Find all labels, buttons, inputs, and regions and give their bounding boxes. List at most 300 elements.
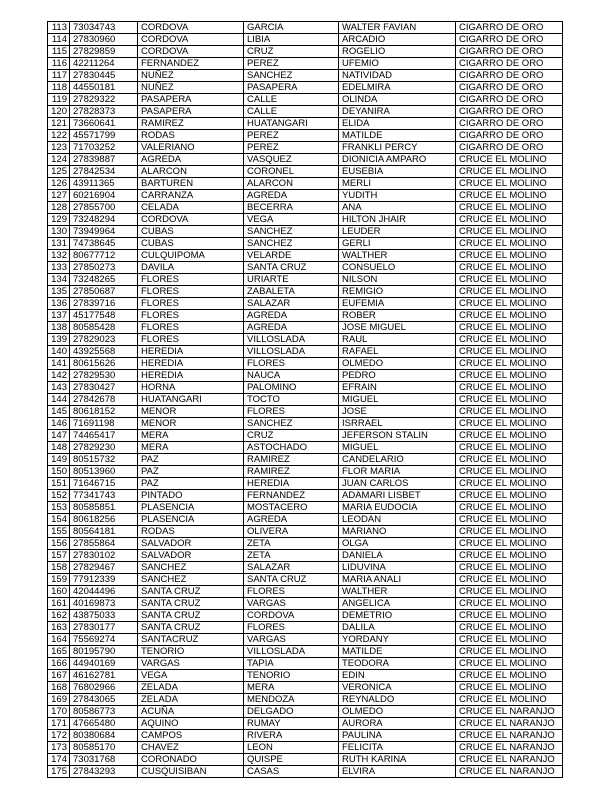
first-surname-cell: VALERIANO [138,142,244,154]
first-surname-cell: SALVADOR [138,538,244,550]
document-id-cell: 77341743 [70,490,138,502]
first-surname-cell: CORDOVA [138,34,244,46]
given-names-cell: PAULINA [339,730,456,742]
document-id-cell: 43911365 [70,178,138,190]
row-number-cell: 175 [48,766,70,778]
row-number-cell: 127 [48,190,70,202]
document-id-cell: 80195790 [70,646,138,658]
second-surname-cell: CRUZ [244,46,339,58]
second-surname-cell: FLORES [244,586,339,598]
second-surname-cell: SANTA CRUZ [244,262,339,274]
row-number-cell: 125 [48,166,70,178]
locality-cell: CIGARRO DE ORO [456,82,563,94]
second-surname-cell: LIBIA [244,34,339,46]
locality-cell: CRUCE EL MOLINO [456,526,563,538]
first-surname-cell: VEGA [138,670,244,682]
given-names-cell: DEYANIRA [339,106,456,118]
table-row [48,262,563,274]
row-number-cell: 126 [48,178,70,190]
given-names-cell: CONSUELO [339,262,456,274]
row-number-cell: 169 [48,694,70,706]
first-surname-cell: CULQUIPOMA [138,250,244,262]
document-id-cell: 27839716 [70,298,138,310]
second-surname-cell: PEREZ [244,130,339,142]
second-surname-cell: RUMAY [244,718,339,730]
locality-cell: CRUCE EL MOLINO [456,406,563,418]
given-names-cell: ELIDA [339,118,456,130]
second-surname-cell: OLIVERA [244,526,339,538]
second-surname-cell: CORONEL [244,166,339,178]
given-names-cell: CANDELARIO [339,454,456,466]
second-surname-cell: MERA [244,682,339,694]
locality-cell: CRUCE EL MOLINO [456,430,563,442]
locality-cell: CRUCE EL MOLINO [456,478,563,490]
row-number-cell: 146 [48,418,70,430]
first-surname-cell: BARTUREN [138,178,244,190]
given-names-cell: TEODORA [339,658,456,670]
first-surname-cell: NUÑEZ [138,82,244,94]
locality-cell: CRUCE EL MOLINO [456,214,563,226]
first-surname-cell: HEREDIA [138,358,244,370]
row-number-cell: 172 [48,730,70,742]
locality-cell: CRUCE EL MOLINO [456,286,563,298]
table-row [48,766,563,778]
second-surname-cell: SANCHEZ [244,70,339,82]
first-surname-cell: SALVADOR [138,550,244,562]
locality-cell: CRUCE EL MOLINO [456,394,563,406]
row-number-cell: 162 [48,610,70,622]
given-names-cell: ADAMARI LISBET [339,490,456,502]
locality-cell: CIGARRO DE ORO [456,70,563,82]
document-id-cell: 27829322 [70,94,138,106]
given-names-cell: YUDITH [339,190,456,202]
second-surname-cell: TOCTO [244,394,339,406]
document-id-cell: 80618152 [70,406,138,418]
row-number-cell: 167 [48,670,70,682]
second-surname-cell: SANTA CRUZ [244,574,339,586]
given-names-cell: OLMEDO [339,706,456,718]
row-number-cell: 173 [48,742,70,754]
table-row [48,598,563,610]
table-row [48,346,563,358]
second-surname-cell: AGREDA [244,322,339,334]
document-id-cell: 27829230 [70,442,138,454]
second-surname-cell: PEREZ [244,58,339,70]
second-surname-cell: SANCHEZ [244,418,339,430]
given-names-cell: ANA [339,202,456,214]
second-surname-cell: PASAPERA [244,82,339,94]
first-surname-cell: CORONADO [138,754,244,766]
first-surname-cell: CARRANZA [138,190,244,202]
table-row [48,718,563,730]
row-number-cell: 117 [48,70,70,82]
given-names-cell: HILTON JHAIR [339,214,456,226]
second-surname-cell: VASQUEZ [244,154,339,166]
given-names-cell: REMIGIO [339,286,456,298]
locality-cell: CRUCE EL MOLINO [456,418,563,430]
locality-cell: CRUCE EL MOLINO [456,550,563,562]
table-row [48,310,563,322]
first-surname-cell: MENOR [138,406,244,418]
document-id-cell: 80380684 [70,730,138,742]
locality-cell: CRUCE EL MOLINO [456,442,563,454]
second-surname-cell: CALLE [244,106,339,118]
second-surname-cell: RAMIREZ [244,454,339,466]
first-surname-cell: SANCHEZ [138,574,244,586]
table-row [48,322,563,334]
given-names-cell: FLOR MARIA [339,466,456,478]
second-surname-cell: VARGAS [244,634,339,646]
first-surname-cell: ACUÑA [138,706,244,718]
document-id-cell: 73248294 [70,214,138,226]
row-number-cell: 137 [48,310,70,322]
table-row [48,658,563,670]
row-number-cell: 141 [48,358,70,370]
row-number-cell: 154 [48,514,70,526]
locality-cell: CRUCE EL MOLINO [456,454,563,466]
given-names-cell: ARCADIO [339,34,456,46]
given-names-cell: JUAN CARLOS [339,478,456,490]
row-number-cell: 153 [48,502,70,514]
document-id-cell: 43925568 [70,346,138,358]
second-surname-cell: SANCHEZ [244,226,339,238]
first-surname-cell: FLORES [138,274,244,286]
first-surname-cell: VARGAS [138,658,244,670]
row-number-cell: 121 [48,118,70,130]
document-id-cell: 71691198 [70,418,138,430]
document-id-cell: 80585170 [70,742,138,754]
row-number-cell: 136 [48,298,70,310]
table-row [48,478,563,490]
row-number-cell: 171 [48,718,70,730]
given-names-cell: ROGELIO [339,46,456,58]
first-surname-cell: CUBAS [138,238,244,250]
row-number-cell: 150 [48,466,70,478]
second-surname-cell: AGREDA [244,190,339,202]
first-surname-cell: AQUINO [138,718,244,730]
locality-cell: CIGARRO DE ORO [456,58,563,70]
first-surname-cell: PLASENCIA [138,502,244,514]
first-surname-cell: MENOR [138,418,244,430]
document-id-cell: 74738645 [70,238,138,250]
document-id-cell: 73949964 [70,226,138,238]
second-surname-cell: LEON [244,742,339,754]
second-surname-cell: VILLOSLADA [244,646,339,658]
given-names-cell: RUTH KARINA [339,754,456,766]
first-surname-cell: PASAPERA [138,94,244,106]
table-row [48,622,563,634]
given-names-cell: MIGUEL [339,442,456,454]
table-row [48,454,563,466]
first-surname-cell: PLASENCIA [138,514,244,526]
locality-cell: CRUCE EL MOLINO [456,358,563,370]
second-surname-cell: VILLOSLADA [244,346,339,358]
table-body [48,22,563,778]
table-row [48,754,563,766]
given-names-cell: OLMEDO [339,358,456,370]
table-row [48,526,563,538]
given-names-cell: JEFERSON STALIN [339,430,456,442]
table-row [48,226,563,238]
row-number-cell: 151 [48,478,70,490]
row-number-cell: 124 [48,154,70,166]
first-surname-cell: FLORES [138,334,244,346]
first-surname-cell: FLORES [138,298,244,310]
table-row [48,394,563,406]
table-row [48,130,563,142]
locality-cell: CIGARRO DE ORO [456,34,563,46]
second-surname-cell: URIARTE [244,274,339,286]
locality-cell: CRUCE EL MOLINO [456,250,563,262]
second-surname-cell: HUATANGARI [244,118,339,130]
second-surname-cell: ZETA [244,550,339,562]
locality-cell: CRUCE EL MOLINO [456,514,563,526]
second-surname-cell: ZABALETA [244,286,339,298]
document-id-cell: 27855864 [70,538,138,550]
given-names-cell: YORDANY [339,634,456,646]
locality-cell: CRUCE EL MOLINO [456,334,563,346]
row-number-cell: 138 [48,322,70,334]
table-row [48,298,563,310]
first-surname-cell: FLORES [138,286,244,298]
row-number-cell: 158 [48,562,70,574]
table-row [48,106,563,118]
locality-cell: CRUCE EL MOLINO [456,298,563,310]
given-names-cell: EDIN [339,670,456,682]
document-id-cell: 42211264 [70,58,138,70]
first-surname-cell: CAMPOS [138,730,244,742]
first-surname-cell: SANTA CRUZ [138,586,244,598]
document-id-cell: 27830177 [70,622,138,634]
given-names-cell: MATILDE [339,646,456,658]
row-number-cell: 143 [48,382,70,394]
given-names-cell: LEODAN [339,514,456,526]
table-row [48,70,563,82]
locality-cell: CRUCE EL NARANJO [456,706,563,718]
row-number-cell: 118 [48,82,70,94]
row-number-cell: 157 [48,550,70,562]
table-row [48,166,563,178]
table-row [48,22,563,34]
document-id-cell: 27843293 [70,766,138,778]
document-id-cell: 80513960 [70,466,138,478]
table-row [48,334,563,346]
second-surname-cell: TAPIA [244,658,339,670]
locality-cell: CRUCE EL NARANJO [456,742,563,754]
row-number-cell: 174 [48,754,70,766]
document-id-cell: 80585428 [70,322,138,334]
second-surname-cell: HEREDIA [244,478,339,490]
document-id-cell: 80618256 [70,514,138,526]
given-names-cell: NATIVIDAD [339,70,456,82]
document-id-cell: 77912339 [70,574,138,586]
given-names-cell: ISRRAEL [339,418,456,430]
second-surname-cell: VEGA [244,214,339,226]
second-surname-cell: NAUCA [244,370,339,382]
table-row [48,502,563,514]
document-id-cell: 75569274 [70,634,138,646]
table-row [48,142,563,154]
second-surname-cell: QUISPE [244,754,339,766]
first-surname-cell: PAZ [138,478,244,490]
second-surname-cell: CASAS [244,766,339,778]
first-surname-cell: PAZ [138,466,244,478]
row-number-cell: 156 [48,538,70,550]
table-row [48,94,563,106]
table-row [48,430,563,442]
row-number-cell: 114 [48,34,70,46]
document-id-cell: 42044496 [70,586,138,598]
row-number-cell: 164 [48,634,70,646]
locality-cell: CRUCE EL MOLINO [456,274,563,286]
table-row [48,706,563,718]
first-surname-cell: SANTA CRUZ [138,598,244,610]
document-id-cell: 80515732 [70,454,138,466]
row-number-cell: 113 [48,22,70,34]
table-row [48,730,563,742]
table-row [48,82,563,94]
document-id-cell: 73034743 [70,22,138,34]
first-surname-cell: ZELADA [138,694,244,706]
table-row [48,178,563,190]
first-surname-cell: CELADA [138,202,244,214]
given-names-cell: MARIA ANALI [339,574,456,586]
second-surname-cell: FERNANDEZ [244,490,339,502]
document-id-cell: 27828373 [70,106,138,118]
document-id-cell: 40169873 [70,598,138,610]
locality-cell: CRUCE EL MOLINO [456,562,563,574]
second-surname-cell: VELARDE [244,250,339,262]
given-names-cell: LIDUVINA [339,562,456,574]
first-surname-cell: PAZ [138,454,244,466]
first-surname-cell: AGREDA [138,154,244,166]
table-row [48,490,563,502]
locality-cell: CRUCE EL MOLINO [456,370,563,382]
first-surname-cell: MERA [138,430,244,442]
locality-cell: CRUCE EL MOLINO [456,322,563,334]
second-surname-cell: DELGADO [244,706,339,718]
locality-cell: CRUCE EL NARANJO [456,718,563,730]
document-id-cell: 27830102 [70,550,138,562]
first-surname-cell: RODAS [138,526,244,538]
first-surname-cell: HUATANGARI [138,394,244,406]
given-names-cell: GERLI [339,238,456,250]
table-row [48,538,563,550]
first-surname-cell: FERNANDEZ [138,58,244,70]
document-id-cell: 80615626 [70,358,138,370]
given-names-cell: EFRAIN [339,382,456,394]
first-surname-cell: PASAPERA [138,106,244,118]
document-id-cell: 47665480 [70,718,138,730]
second-surname-cell: FLORES [244,406,339,418]
locality-cell: CRUCE EL MOLINO [456,238,563,250]
locality-cell: CRUCE EL MOLINO [456,154,563,166]
second-surname-cell: SALAZAR [244,298,339,310]
locality-cell: CRUCE EL MOLINO [456,622,563,634]
given-names-cell: PEDRO [339,370,456,382]
given-names-cell: EUSEBIA [339,166,456,178]
document-id-cell: 27830445 [70,70,138,82]
table-row [48,58,563,70]
given-names-cell: JOSE [339,406,456,418]
row-number-cell: 123 [48,142,70,154]
row-number-cell: 161 [48,598,70,610]
document-id-cell: 44940169 [70,658,138,670]
document-id-cell: 73660641 [70,118,138,130]
locality-cell: CRUCE EL NARANJO [456,766,563,778]
second-surname-cell: FLORES [244,622,339,634]
row-number-cell: 116 [48,58,70,70]
document-id-cell: 27855700 [70,202,138,214]
row-number-cell: 160 [48,586,70,598]
row-number-cell: 119 [48,94,70,106]
document-id-cell: 80677712 [70,250,138,262]
registry-table [47,21,563,778]
second-surname-cell: AGREDA [244,514,339,526]
table-row [48,586,563,598]
locality-cell: CIGARRO DE ORO [456,22,563,34]
document-id-cell: 27830960 [70,34,138,46]
given-names-cell: MARIA EUDOCIA [339,502,456,514]
row-number-cell: 115 [48,46,70,58]
given-names-cell: RAUL [339,334,456,346]
document-id-cell: 27829467 [70,562,138,574]
given-names-cell: WALTHER [339,586,456,598]
row-number-cell: 140 [48,346,70,358]
second-surname-cell: ZETA [244,538,339,550]
given-names-cell: WALTER FAVIAN [339,22,456,34]
document-id-cell: 71703252 [70,142,138,154]
table-row [48,154,563,166]
document-id-cell: 60216904 [70,190,138,202]
second-surname-cell: RIVERA [244,730,339,742]
given-names-cell: EDELMIRA [339,82,456,94]
table-row [48,562,563,574]
locality-cell: CRUCE EL MOLINO [456,598,563,610]
locality-cell: CRUCE EL MOLINO [456,190,563,202]
second-surname-cell: FLORES [244,358,339,370]
row-number-cell: 149 [48,454,70,466]
given-names-cell: ROBER [339,310,456,322]
row-number-cell: 170 [48,706,70,718]
locality-cell: CIGARRO DE ORO [456,46,563,58]
table-row [48,574,563,586]
first-surname-cell: CORDOVA [138,46,244,58]
document-id-cell: 76802966 [70,682,138,694]
given-names-cell: FRANKLI PERCY [339,142,456,154]
row-number-cell: 139 [48,334,70,346]
locality-cell: CRUCE EL MOLINO [456,166,563,178]
given-names-cell: REYNALDO [339,694,456,706]
given-names-cell: RAFAEL [339,346,456,358]
first-surname-cell: HORNA [138,382,244,394]
first-surname-cell: ZELADA [138,682,244,694]
document-id-cell: 27850273 [70,262,138,274]
document-id-cell: 27842534 [70,166,138,178]
given-names-cell: MATILDE [339,130,456,142]
second-surname-cell: VILLOSLADA [244,334,339,346]
table-row [48,286,563,298]
second-surname-cell: ASTOCHADO [244,442,339,454]
document-id-cell: 43875033 [70,610,138,622]
locality-cell: CRUCE EL MOLINO [456,646,563,658]
first-surname-cell: PINTADO [138,490,244,502]
given-names-cell: LEUDER [339,226,456,238]
row-number-cell: 145 [48,406,70,418]
document-id-cell: 27850687 [70,286,138,298]
table-row [48,238,563,250]
locality-cell: CRUCE EL MOLINO [456,382,563,394]
